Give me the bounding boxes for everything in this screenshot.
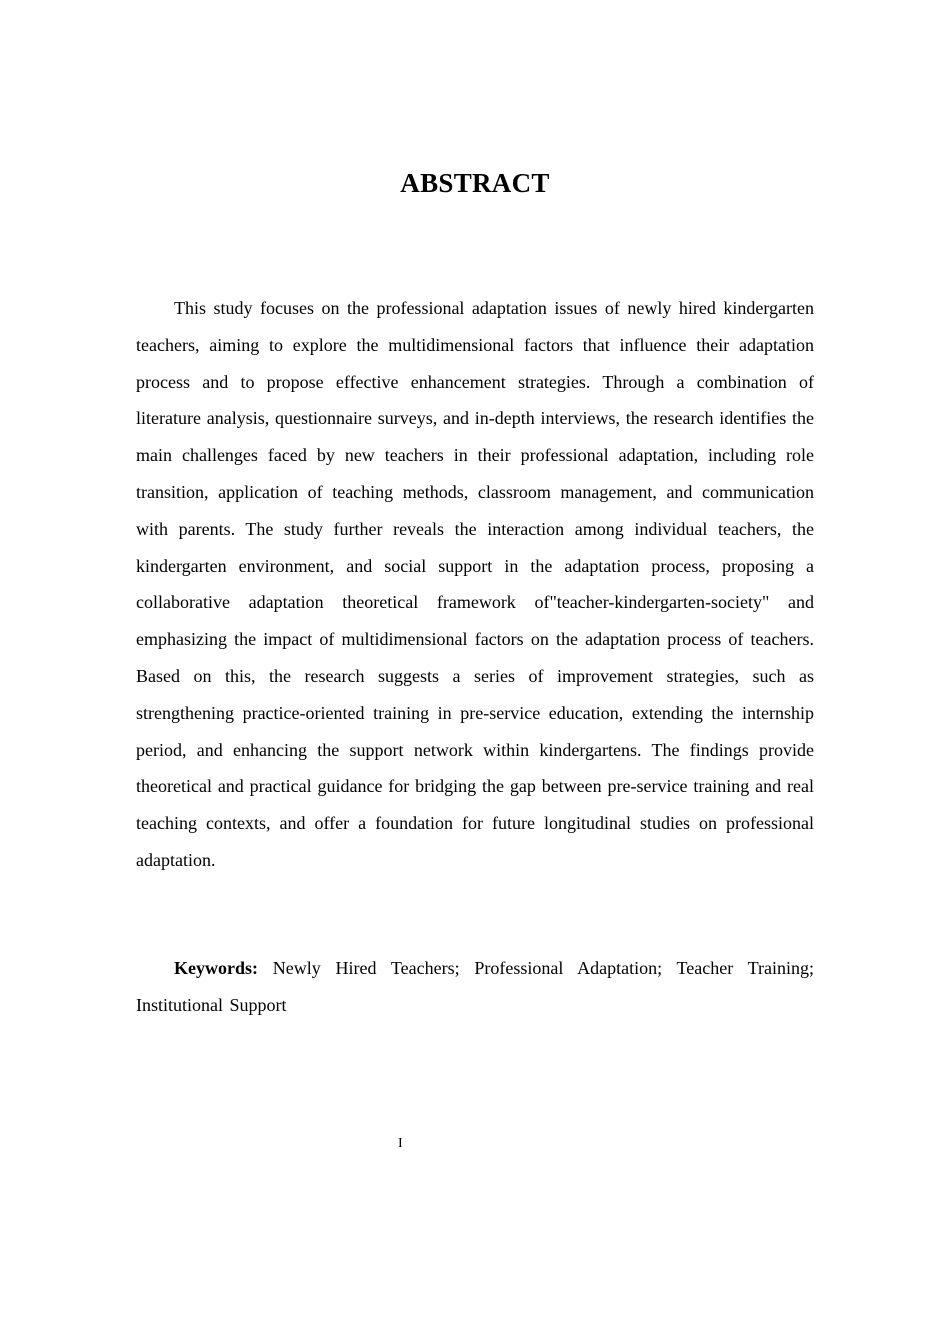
keywords-label: Keywords: (174, 958, 258, 978)
abstract-title: ABSTRACT (400, 168, 550, 198)
abstract-paragraph: This study focuses on the professional adaptation issues of newly hired kindergarten teachers, aiming to explore the multidimensional factors that influence their adaptation process and to propose effective enhancement strategies. Through a combination of literature analysis, questionnaire surveys, and in-depth interviews, the research identifies the main challenges faced by new teachers in their professional adaptation, including role transition, application of teaching methods, classroom management, and communication with parents. The study further reveals the interaction among individual teachers, the kindergarten environment, and social support in the adaptation process, proposing a collaborative adaptation theoretical framework of"teacher-kindergarten-society" and emphasizing the impact of multidimensional factors on the adaptation process of teachers. Based on this, the research suggests a series of improvement strategies, such as strengthening practice-oriented training in pre-service education, extending the internship period, and enhancing the support network within kindergartens. The findings provide theoretical and practical guidance for bridging the gap between pre-service training and real teaching contexts, and offer a foundation for future longitudinal studies on professional adaptation. (136, 298, 814, 870)
keywords-paragraph (136, 950, 814, 1023)
keywords-list: Newly Hired Teachers; Professional Adaptation; Teacher Training; Institutional Support (136, 958, 814, 1015)
page-number: I (398, 1136, 403, 1151)
